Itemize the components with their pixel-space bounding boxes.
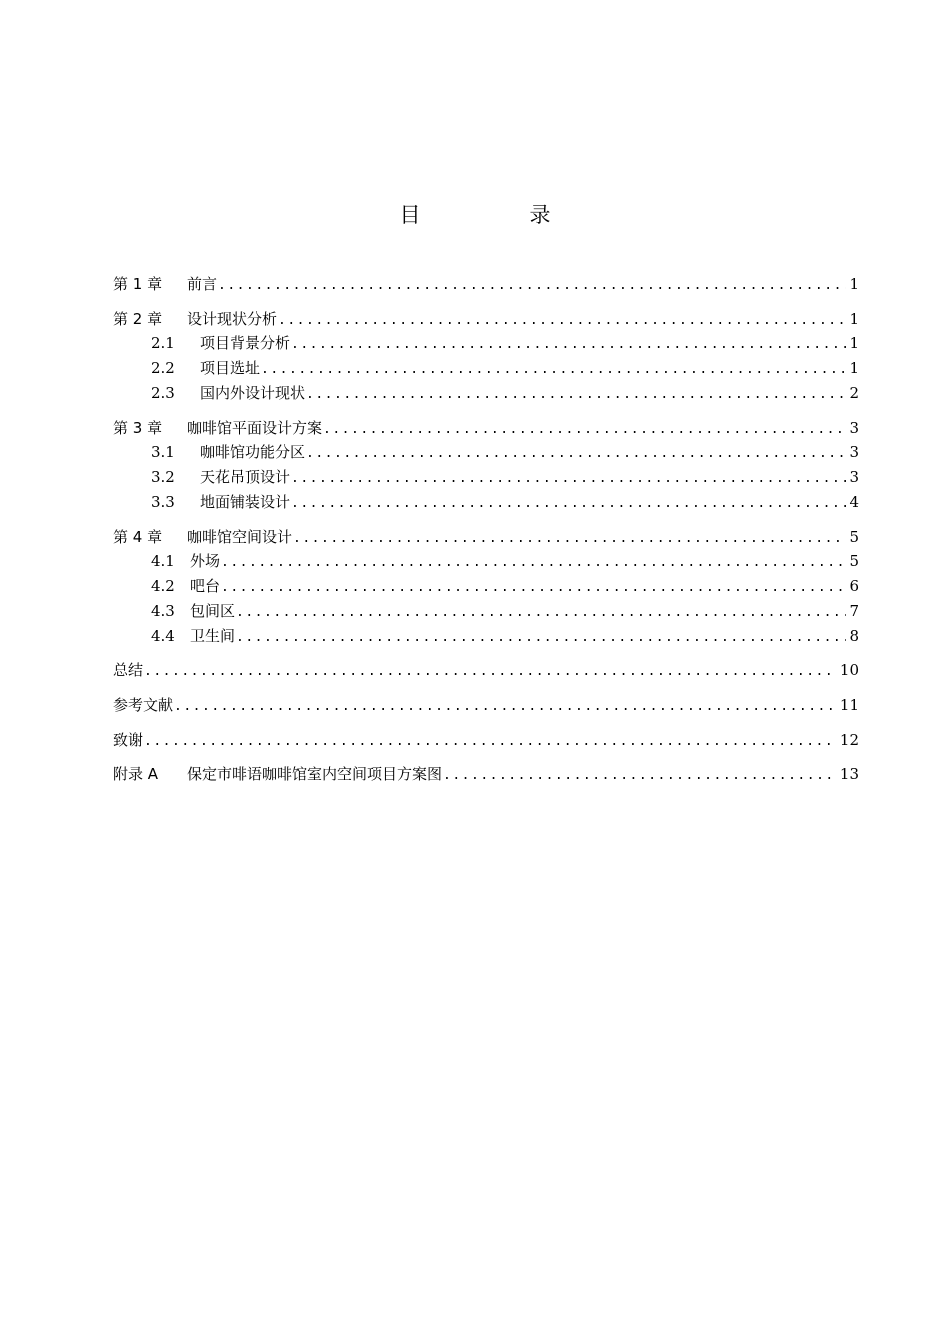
toc-dot-leader bbox=[174, 695, 837, 720]
toc-entry-page: 1 bbox=[849, 334, 859, 353]
toc-entry-section-2-3[interactable] bbox=[113, 381, 859, 406]
toc-entry-page: 11 bbox=[839, 695, 859, 714]
toc-entry-label: 咖啡馆平面设计方案 bbox=[187, 418, 323, 437]
toc-entry-section-3-2[interactable] bbox=[113, 465, 859, 490]
toc-entry-number: 2.1 bbox=[151, 334, 175, 353]
toc-entry-number: 第 1 章 bbox=[113, 275, 163, 293]
toc-entry-label: 总结 bbox=[113, 661, 144, 680]
toc-entry-label: 国内外设计现状 bbox=[200, 383, 306, 402]
toc-entry-number: 第 3 章 bbox=[113, 418, 163, 437]
toc-entry-page: 1 bbox=[849, 359, 859, 378]
toc-dot-leader bbox=[293, 527, 846, 552]
toc-entry-label: 咖啡馆功能分区 bbox=[200, 443, 306, 462]
toc-entry-number: 3.2 bbox=[151, 468, 175, 487]
toc-dot-leader bbox=[306, 442, 846, 467]
toc-entry-section-3-1[interactable] bbox=[113, 440, 859, 465]
toc-entry-page: 2 bbox=[849, 383, 859, 402]
toc-dot-leader bbox=[144, 660, 837, 685]
toc-dot-leader bbox=[291, 467, 846, 492]
toc-entry-number: 2.2 bbox=[151, 359, 175, 378]
toc-dot-leader bbox=[278, 309, 846, 334]
toc-entry-section-4-3[interactable] bbox=[113, 599, 859, 624]
toc-dot-leader bbox=[221, 576, 846, 601]
toc-dot-leader bbox=[236, 601, 846, 626]
table-of-contents bbox=[113, 272, 859, 787]
toc-entry-number: 2.3 bbox=[151, 383, 175, 402]
toc-entry-label: 地面铺装设计 bbox=[200, 492, 291, 511]
toc-entry-section-4-4[interactable] bbox=[113, 624, 859, 649]
toc-entry-page: 6 bbox=[849, 577, 859, 596]
toc-entry-chapter-3[interactable] bbox=[113, 416, 859, 441]
toc-dot-leader bbox=[261, 358, 846, 383]
toc-entry-appendix-a[interactable] bbox=[113, 762, 859, 787]
toc-entry-page: 5 bbox=[849, 552, 859, 571]
toc-entry-label: 包间区 bbox=[190, 601, 236, 620]
toc-entry-summary[interactable] bbox=[113, 658, 859, 683]
toc-dot-leader bbox=[144, 730, 837, 755]
toc-entry-section-4-2[interactable] bbox=[113, 574, 859, 599]
toc-entry-page: 10 bbox=[839, 661, 859, 680]
toc-entry-label: 外场 bbox=[190, 552, 221, 571]
toc-entry-page: 13 bbox=[839, 765, 859, 784]
toc-entry-section-3-3[interactable] bbox=[113, 490, 859, 515]
toc-entry-section-2-1[interactable] bbox=[113, 331, 859, 356]
toc-dot-leader bbox=[236, 626, 846, 651]
toc-entry-label: 卫生间 bbox=[190, 626, 236, 645]
toc-entry-number: 4.3 bbox=[151, 601, 175, 620]
toc-entry-label: 致谢 bbox=[113, 730, 144, 749]
toc-entry-number: 3.1 bbox=[151, 443, 175, 462]
toc-entry-label: 天花吊顶设计 bbox=[200, 468, 291, 487]
toc-dot-leader bbox=[221, 551, 846, 576]
toc-entry-page: 3 bbox=[849, 468, 859, 487]
toc-dot-leader bbox=[306, 383, 846, 408]
toc-entry-label: 项目背景分析 bbox=[200, 334, 291, 353]
toc-entry-page: 8 bbox=[849, 626, 859, 645]
toc-entry-page: 12 bbox=[839, 730, 859, 749]
toc-entry-number: 附录 A bbox=[113, 765, 159, 784]
toc-entry-label: 吧台 bbox=[190, 577, 221, 596]
toc-dot-leader bbox=[443, 764, 837, 789]
toc-entry-page: 5 bbox=[849, 527, 859, 546]
toc-entry-label: 前言 bbox=[187, 275, 218, 293]
toc-entry-chapter-1[interactable] bbox=[113, 272, 859, 297]
toc-entry-page: 3 bbox=[849, 418, 859, 437]
toc-entry-number: 3.3 bbox=[151, 492, 175, 511]
toc-entry-number: 第 2 章 bbox=[113, 309, 163, 328]
toc-entry-references[interactable] bbox=[113, 693, 859, 718]
toc-entry-number: 4.4 bbox=[151, 626, 175, 645]
toc-entry-section-2-2[interactable] bbox=[113, 356, 859, 381]
toc-dot-leader bbox=[218, 274, 846, 299]
toc-title: 目 录 bbox=[399, 203, 595, 227]
toc-entry-chapter-4[interactable] bbox=[113, 525, 859, 550]
toc-entry-page: 4 bbox=[849, 492, 859, 511]
toc-entry-number: 4.1 bbox=[151, 552, 175, 571]
toc-entry-label: 参考文献 bbox=[113, 695, 174, 714]
toc-dot-leader bbox=[291, 492, 846, 517]
toc-entry-label: 设计现状分析 bbox=[187, 309, 278, 328]
toc-entry-label: 项目选址 bbox=[200, 359, 261, 378]
toc-entry-label: 保定市啡语咖啡馆室内空间项目方案图 bbox=[187, 765, 443, 784]
toc-entry-chapter-2[interactable] bbox=[113, 307, 859, 332]
toc-dot-leader bbox=[323, 418, 846, 443]
toc-entry-number: 4.2 bbox=[151, 577, 175, 596]
toc-entry-number: 第 4 章 bbox=[113, 527, 163, 546]
toc-entry-page: 1 bbox=[849, 309, 859, 328]
toc-entry-section-4-1[interactable] bbox=[113, 549, 859, 574]
toc-dot-leader bbox=[291, 333, 846, 358]
toc-entry-page: 3 bbox=[849, 443, 859, 462]
toc-entry-acknowledgements[interactable] bbox=[113, 728, 859, 753]
toc-entry-page: 7 bbox=[849, 601, 859, 620]
toc-entry-label: 咖啡馆空间设计 bbox=[187, 527, 293, 546]
toc-entry-page: 1 bbox=[849, 275, 859, 293]
